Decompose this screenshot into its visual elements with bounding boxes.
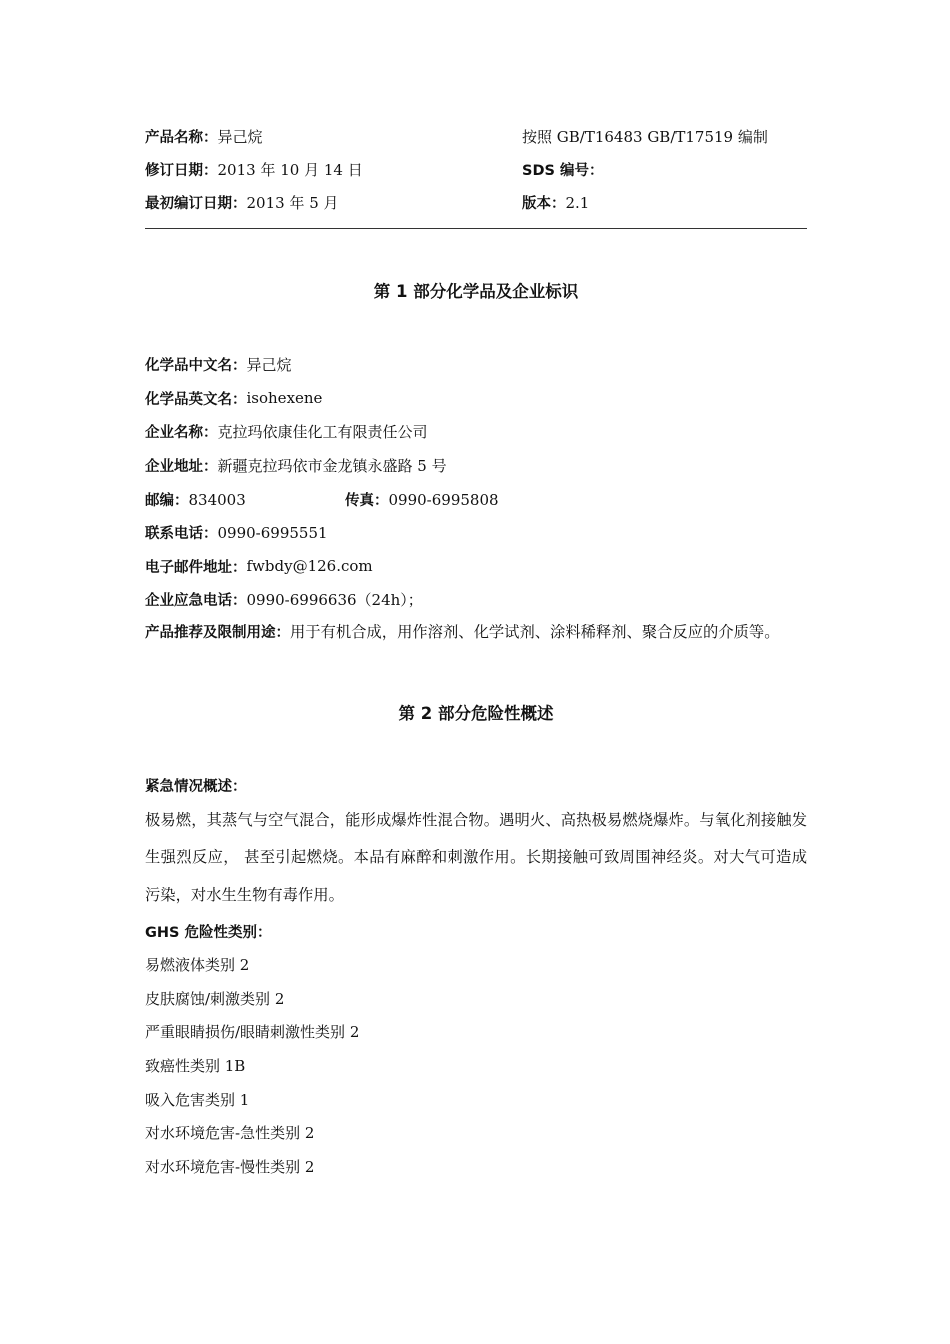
header-divider <box>145 228 807 229</box>
emergency-overview-text: 极易燃，其蒸气与空气混合，能形成爆炸性混合物。遇明火、高热极易燃烧爆炸。与氧化剂接触发生强烈反应， 甚至引起燃烧。本品有麻醉和刺激作用。长期接触可致周围神经炎。对大气可造成污染，对水生生物有毒作用。 <box>145 810 807 904</box>
standard-note <box>522 126 807 147</box>
ghs-item: 易燃液体类别 2 <box>145 956 250 975</box>
version-value: 2.1 <box>565 194 590 212</box>
email-line <box>145 550 807 584</box>
section-1-fields <box>145 348 807 652</box>
fax-value: 0990-6995808 <box>388 490 499 509</box>
phone-value: 0990-6995551 <box>217 523 328 542</box>
company-value: 克拉玛依康佳化工有限责任公司 <box>217 423 428 442</box>
emergency-overview-heading <box>145 768 807 802</box>
cn-name-line <box>145 348 807 382</box>
email-label: 电子邮件地址： <box>145 559 247 576</box>
sds-number-label: SDS 编号： <box>522 163 604 179</box>
company-line <box>145 415 807 449</box>
product-use-value: 用于有机合成，用作溶剂、化学试剂、涂料稀释剂、聚合反应的介质等。 <box>290 622 780 641</box>
section-2-title: 第 2 部分危险性概述 <box>398 704 554 724</box>
standard-value: 按照 GB/T16483 GB/T17519 编制 <box>522 128 768 146</box>
address-label: 企业地址： <box>145 459 218 476</box>
postcode-fax-line <box>145 482 807 516</box>
email-value: fwbdy@126.com <box>246 557 373 576</box>
version-field <box>522 192 807 213</box>
ghs-item: 对水环境危害-慢性类别 2 <box>145 1157 315 1176</box>
ghs-label: GHS 危险性类别： <box>145 924 272 941</box>
product-use-label: 产品推荐及限制用途： <box>145 624 290 641</box>
revision-date-value: 2013 年 10 月 14 日 <box>217 161 363 179</box>
header-row-2 <box>145 153 807 186</box>
sds-number-field <box>522 159 807 180</box>
ghs-item: 对水环境危害-急性类别 2 <box>145 1124 315 1143</box>
revision-date-label: 修订日期： <box>145 163 218 179</box>
postcode-label: 邮编： <box>145 492 189 509</box>
product-use-paragraph <box>145 614 807 653</box>
emergency-phone-label: 企业应急电话： <box>145 593 247 610</box>
en-name-value: isohexene <box>246 389 323 408</box>
first-date-label: 最初编订日期： <box>145 196 247 212</box>
ghs-item: 致癌性类别 1B <box>145 1057 246 1076</box>
section-1-title: 第 1 部分化学品及企业标识 <box>373 282 579 301</box>
version-label: 版本： <box>522 196 566 212</box>
first-date-value: 2013 年 5 月 <box>246 194 339 212</box>
cn-name-value: 异己烷 <box>246 356 292 375</box>
company-label: 企业名称： <box>145 425 218 442</box>
fax-label: 传真： <box>345 492 389 509</box>
header-row-1 <box>145 120 807 153</box>
product-name-value: 异己烷 <box>217 128 263 146</box>
revision-date-field <box>145 159 522 180</box>
phone-line <box>145 516 807 550</box>
ghs-item: 吸入危害类别 1 <box>145 1090 250 1109</box>
fax-field <box>345 489 499 510</box>
phone-label: 联系电话： <box>145 526 218 543</box>
cn-name-label: 化学品中文名： <box>145 358 247 375</box>
document-content <box>145 120 807 1183</box>
postcode-value: 834003 <box>188 490 246 509</box>
address-value: 新疆克拉玛依市金龙镇永盛路 5 号 <box>217 457 447 476</box>
first-date-field <box>145 192 522 213</box>
en-name-label: 化学品英文名： <box>145 391 247 408</box>
en-name-line <box>145 382 807 416</box>
emergency-overview-label: 紧急情况概述： <box>145 778 247 795</box>
product-name-field <box>145 126 522 147</box>
product-name-label: 产品名称： <box>145 130 218 146</box>
emergency-phone-line <box>145 583 807 617</box>
ghs-heading <box>145 914 807 948</box>
ghs-item: 严重眼睛损伤/眼睛刺激性类别 2 <box>145 1023 360 1042</box>
emergency-phone-value: 0990-6996636（24h）； <box>246 591 423 610</box>
postcode-field <box>145 489 345 510</box>
ghs-item: 皮肤腐蚀/刺激类别 2 <box>145 989 285 1008</box>
section-2-fields <box>145 768 807 1183</box>
address-line <box>145 449 807 483</box>
header-row-3 <box>145 186 807 219</box>
